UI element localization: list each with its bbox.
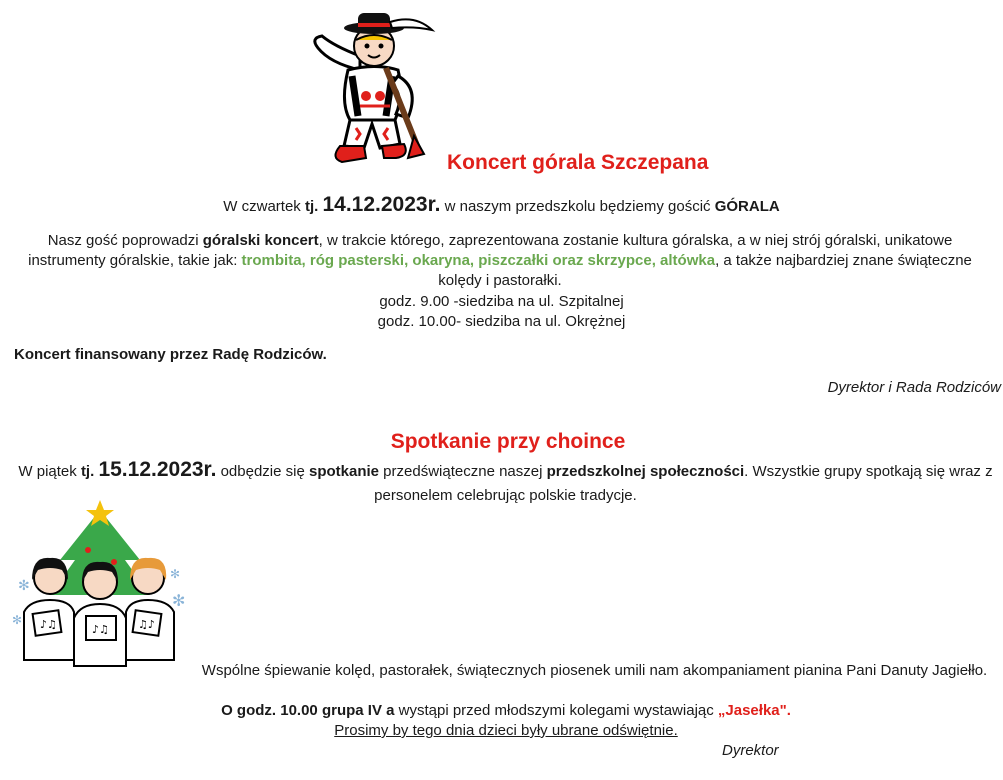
svg-text:✻: ✻ — [170, 567, 181, 581]
dress-code-text: Prosimy by tego dnia dzieci były ubrane odświętnie. — [334, 722, 678, 739]
svg-text:✻: ✻ — [172, 591, 186, 610]
svg-text:♫♪: ♫♪ — [138, 618, 155, 631]
svg-text:♪♫: ♪♫ — [92, 623, 109, 636]
nativity-text: O godz. 10.00 grupa IV a wystąpi przed młodszymi kolegami wystawiając „Jasełka". — [221, 702, 791, 719]
concert-time-1: godz. 9.00 -siedziba na ul. Szpitalnej — [379, 293, 624, 310]
svg-text:✻: ✻ — [12, 613, 23, 627]
concert-intro: W czwartek tj. 14.12.2023r. w naszym przedszkolu będziemy gościć GÓRALA — [223, 193, 780, 216]
svg-text:♪♫: ♪♫ — [40, 618, 57, 631]
concert-financed: Koncert finansowany przez Radę Rodziców. — [14, 346, 327, 363]
concert-description: Nasz gość poprowadzi góralski koncert, w trakcie którego, zaprezentowana zostanie kultura góralska, a w niej strój góralski, unikatowe instrumenty góralskie, takie jak: trombita, róg pasterski, okaryna, piszczałki oraz skrzypce, altówka, a także najbardziej znane świąteczne kolędy i pastorałki. — [28, 232, 972, 289]
highlander-doll-icon — [300, 8, 440, 168]
concert-time-2: godz. 10.00- siedziba na ul. Okrężnej — [377, 313, 626, 330]
svg-text:✻: ✻ — [18, 578, 30, 594]
singing-text: Wspólne śpiewanie kolęd, pastorałek, świątecznych piosenek umili nam akompaniament pianina Pani Danuty Jagiełło. — [201, 662, 988, 679]
concert-signature: Dyrektor i Rada Rodziców — [827, 379, 1001, 396]
meeting-title: Spotkanie przy choince — [390, 430, 626, 453]
meeting-intro: W piątek tj. 15.12.2023r. odbędzie się spotkanie przedświąteczne naszej przedszkolnej społeczności. Wszystkie grupy spotkają się wraz z personelem celebrując polskie tradycje. — [18, 458, 993, 504]
caroling-children-icon — [10, 500, 190, 670]
meeting-signature: Dyrektor — [722, 742, 779, 759]
concert-title: Koncert górala Szczepana — [447, 151, 709, 174]
